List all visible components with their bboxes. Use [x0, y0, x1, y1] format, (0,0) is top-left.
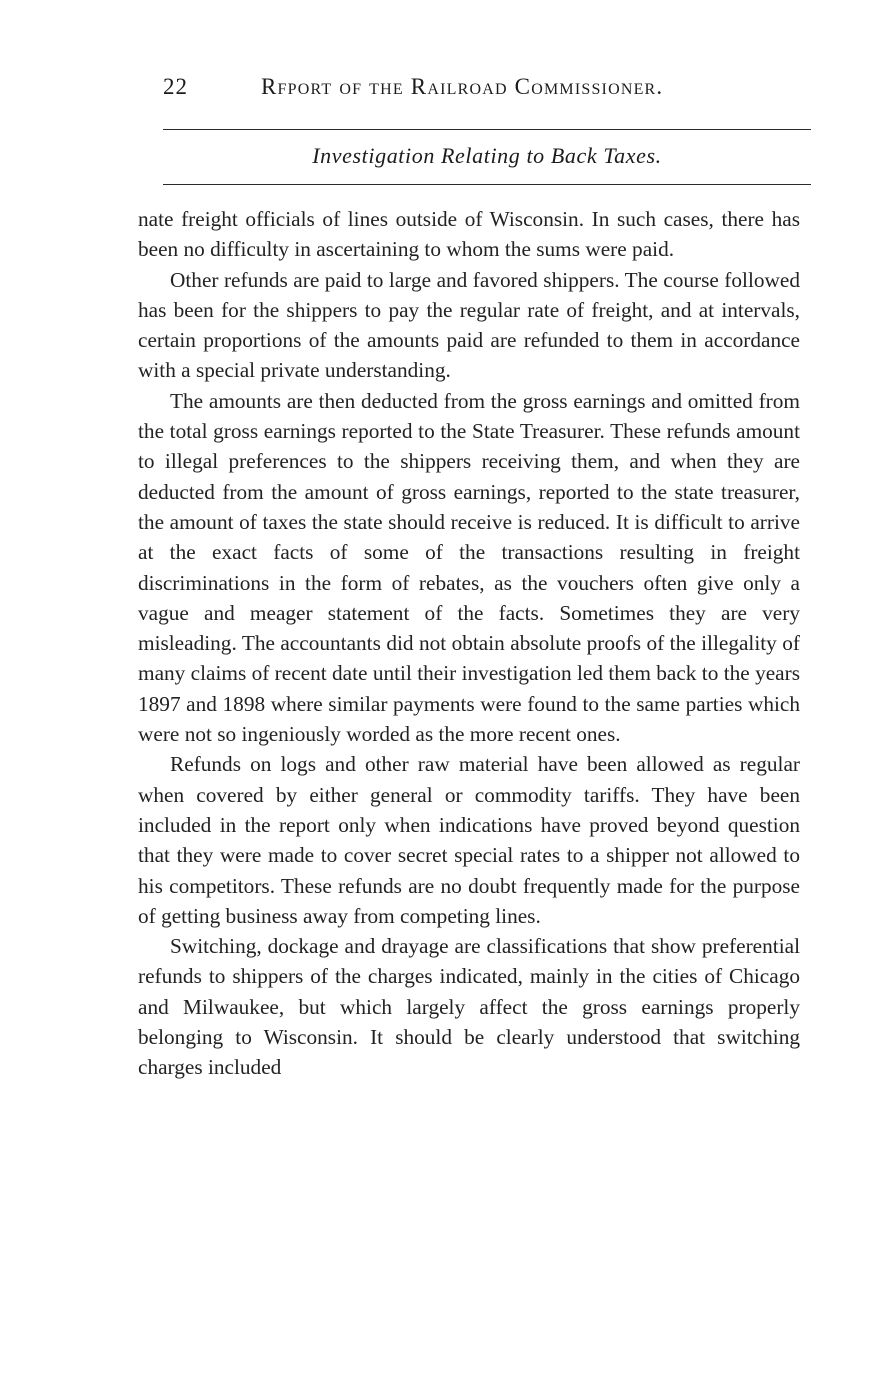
body-text — [138, 204, 800, 1083]
running-head — [163, 74, 723, 110]
paragraph-continued: nate freight officials of lines outside of Wisconsin. In such cases, there has been no difficulty in ascertaining to whom the sums were paid. — [138, 207, 800, 262]
section-heading: Investigation Relating to Back Taxes. — [312, 143, 662, 168]
paragraph: Other refunds are paid to large and favored shippers. The course followed has been for the shippers to pay the regular rate of freight, and at intervals, certain proportions of the amounts paid are refunded to them in accordance with a special private understanding. — [138, 267, 800, 383]
top-rule — [163, 129, 811, 130]
page-number: 22 — [163, 74, 188, 99]
bottom-rule — [163, 184, 811, 185]
paragraph: The amounts are then deducted from the gross earnings and omitted from the total gross earnings reported to the State Treasurer. These refunds amount to illegal preferences to the shippers receiving them, and when they are deducted from the amount of gross earnings, reported to the state treasurer, the amount of taxes the state should receive is reduced. It is difficult to arrive at the exact facts of some of the transactions resulting in freight discriminations in the form of rebates, as the vouchers often give only a vague and meager statement of the facts. Sometimes they are very misleading. The accountants did not obtain absolute proofs of the illegality of many claims of recent date until their investigation led them back to the years 1897 and 1898 where similar payments were found to the same parties which were not so ingeniously worded as the more recent ones. — [138, 388, 800, 747]
paragraph: Switching, dockage and drayage are classifications that show preferential refunds to shippers of the charges indicated, mainly in the cities of Chicago and Milwaukee, but which largely affect the gross earnings properly belonging to Wisconsin. It should be clearly understood that switching charges included — [138, 934, 800, 1080]
report-title: Rfport of the Railroad Commissioner. — [261, 74, 664, 99]
paragraph: Refunds on logs and other raw material have been allowed as regular when covered by either general or commodity tariffs. They have been included in the report only when indications have proved beyond question that they were made to cover secret special rates to a shipper not allowed to his competitors. These refunds are no doubt frequently made for the purpose of getting business away from competing lines. — [138, 752, 800, 928]
